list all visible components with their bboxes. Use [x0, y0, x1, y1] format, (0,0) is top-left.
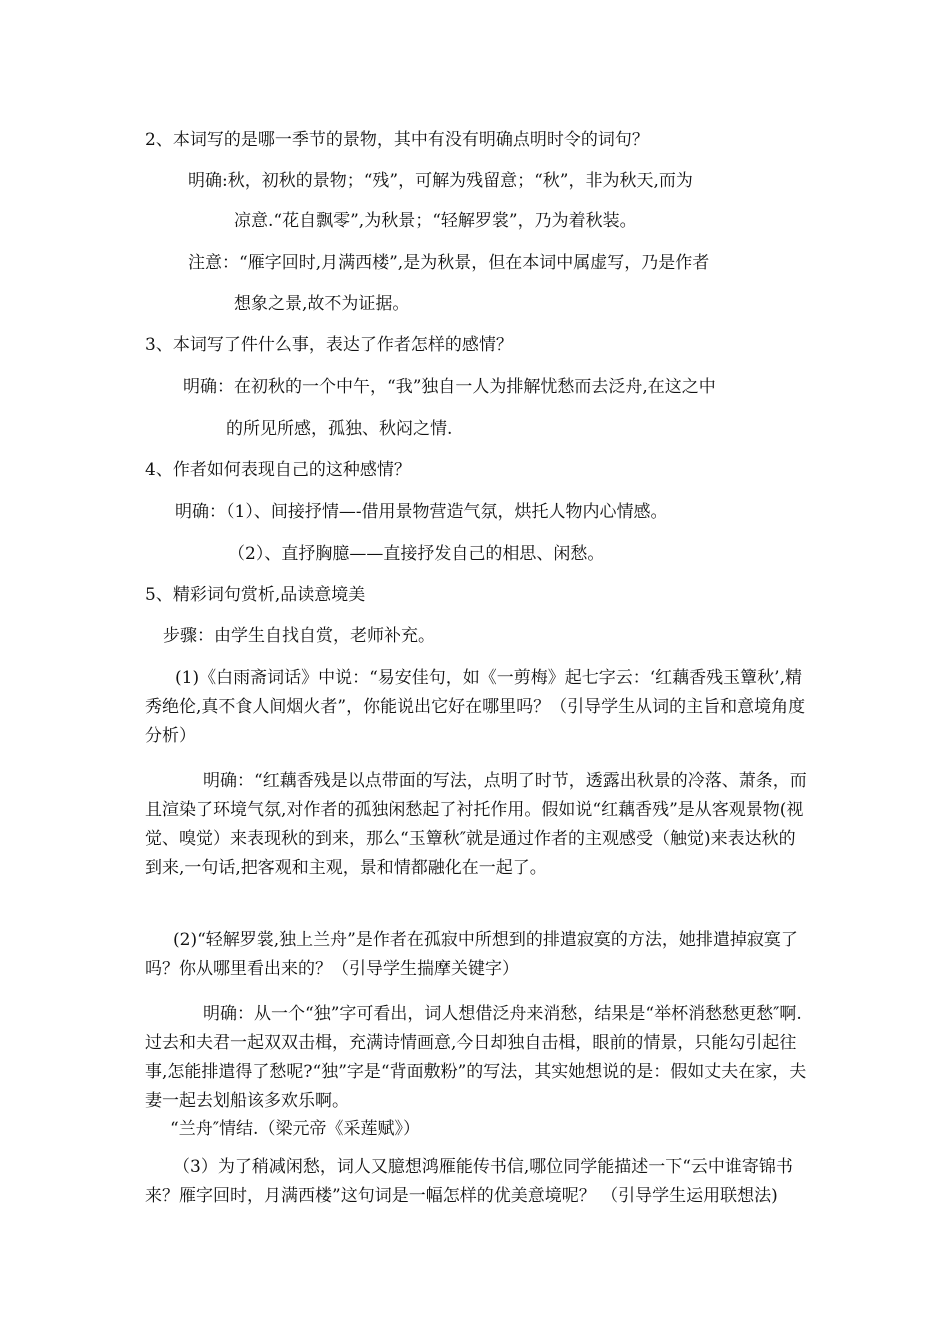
question-4: 4、作者如何表现自己的这种感情？ — [145, 460, 411, 480]
question-2-answer-line-1: 明确:秋，初秋的景物；“残”，可解为残留意；“秋”，非为秋天,而为 — [188, 171, 693, 191]
paragraph-3: （3）为了稍减闲愁，词人又臆想鸿雁能传书信,哪位同学能描述一下“云中谁寄锦书来？雁字回时，月满西楼”这句词是一幅怎样的优美意境呢？ （引导学生运用联想法) — [145, 1157, 793, 1206]
question-3: 3、本词写了件什么事，表达了作者怎样的感情？ — [145, 335, 513, 355]
paragraph-2-answer: 明确：从一个“独”字可看出，词人想借泛舟来消愁，结果是“举杯消愁愁更愁″啊.过去和夫君一起双双击楫，充满诗情画意,今日却独自击楫，眼前的情景，只能勾引起往事,怎能排遣得了愁呢?“独”字是“背面敷粉”的写法，其实她想说的是：假如丈夫在家，夫妻一起去划船该多欢乐啊。 — [145, 1004, 807, 1111]
question-2-note-line-2: 想象之景,故不为证据。 — [234, 294, 410, 314]
question-4-answer-line-1: 明确：（1）、间接抒情—-借用景物营造气氛，烘托人物内心情感。 — [175, 502, 668, 522]
question-2-note-line-1: 注意：“雁字回时,月满西楼”,是为秋景，但在本词中属虚写，乃是作者 — [188, 253, 710, 273]
paragraph-1: (1)《白雨斋词话》中说：“易安佳句，如《一剪梅》起七字云：‘红藕香残玉簟秋’,精秀绝伦,真不食人间烟火者”，你能说出它好在哪里吗？（引导学生从词的主旨和意境角度分析） — [145, 668, 806, 746]
question-2-answer-line-2: 凉意.“花自飘零”,为秋景；“轻解罗裳”，乃为着秋装。 — [234, 211, 637, 231]
question-4-answer-line-2: （2）、直抒胸臆——直接抒发自己的相思、闲愁。 — [228, 544, 605, 564]
question-3-answer-line-1: 明确：在初秋的一个中午，“我”独自一人为排解忧愁而去泛舟,在这之中 — [183, 377, 716, 397]
question-2: 2、本词写的是哪一季节的景物，其中有没有明确点明时令的词句？ — [145, 130, 649, 150]
question-5: 5、精彩词句赏析,品读意境美 — [145, 585, 366, 605]
paragraph-1-answer: 明确：“红藕香残是以点带面的写法，点明了时节，透露出秋景的冷落、萧条，而且渲染了环境气氛,对作者的孤独闲愁起了衬托作用。假如说“红藕香残”是从客观景物(视觉、嗅觉）来表现秋的到来，那么“玉簟秋″就是通过作者的主观感受（触觉)来表达秋的到来,一句话,把客观和主观，景和情都融化在一起了。 — [145, 771, 807, 878]
question-5-steps: 步骤：由学生自找自赏，老师补充。 — [163, 626, 435, 646]
paragraph-2: (2)“轻解罗裳,独上兰舟”是作者在孤寂中所想到的排遣寂寞的方法，她排遣掉寂寞了吗？你从哪里看出来的？（引导学生揣摩关键字） — [145, 930, 798, 979]
paragraph-lanzhou: “兰舟″情结.（梁元帝《采莲赋》） — [170, 1119, 420, 1139]
question-3-answer-line-2: 的所见所感，孤独、秋闷之情. — [226, 419, 453, 439]
